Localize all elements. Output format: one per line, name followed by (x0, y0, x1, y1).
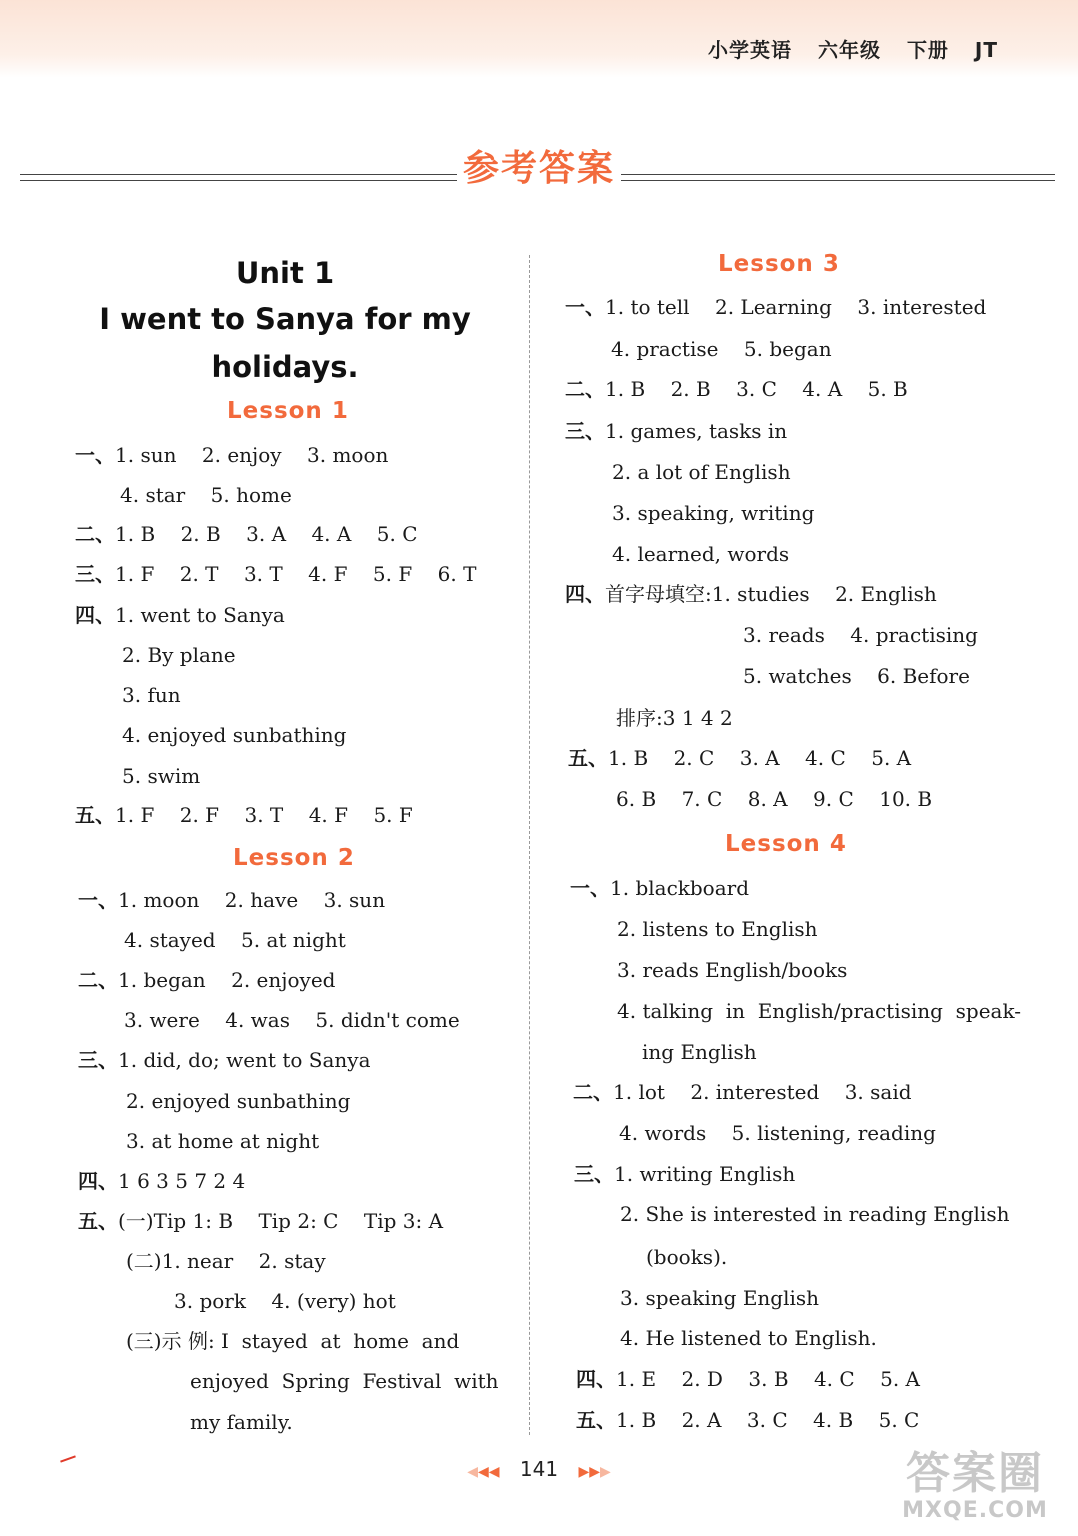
answer-line: 3. reads 4. practising (743, 623, 978, 647)
answer-line: enjoyed Spring Festival with (190, 1369, 499, 1393)
answer-line: 4. words 5. listening, reading (619, 1121, 936, 1145)
answer-line: 三、1. F 2. T 3. T 4. F 5. F 6. T (75, 562, 477, 586)
answer-line: 二、1. B 2. B 3. A 4. A 5. C (75, 522, 418, 546)
page-title: 参考答案 (0, 140, 1078, 191)
answer-line: 三、1. games, tasks in (565, 419, 788, 443)
header-info (690, 34, 998, 63)
answer-line: 2. listens to English (617, 917, 818, 941)
next-arrows-icon: ▶ (600, 1464, 611, 1480)
header-grade: 六年级 (817, 38, 881, 62)
answer-line: 四、1. went to Sanya (75, 603, 285, 627)
lesson-4-heading: Lesson 4 (725, 831, 847, 857)
page-number: 141 (519, 1457, 559, 1481)
unit-number: Unit 1 (235, 256, 335, 290)
unit-title-line: holidays. (211, 350, 359, 384)
answer-line: 三、1. writing English (574, 1162, 796, 1186)
answer-line: 排序:3 1 4 2 (616, 706, 733, 730)
answer-line: 一、1. moon 2. have 3. sun (78, 888, 386, 912)
answer-line: 5. swim (122, 764, 201, 788)
answer-line: 二、1. began 2. enjoyed (78, 968, 336, 992)
answer-line: 2. enjoyed sunbathing (126, 1089, 351, 1113)
answer-line: 五、(一)Tip 1: B Tip 2: C Tip 3: A (78, 1209, 444, 1233)
answer-line: 4. learned, words (612, 542, 790, 566)
answer-line: 一、1. blackboard (570, 876, 750, 900)
lesson-2-heading: Lesson 2 (233, 845, 355, 871)
column-divider (529, 255, 530, 1435)
answer-line: (二)1. near 2. stay (126, 1249, 326, 1273)
header-edition: JT (974, 38, 998, 62)
unit-title-line: I went to Sanya for my (99, 302, 471, 336)
answer-line: 五、1. B 2. C 3. A 4. C 5. A (568, 746, 912, 770)
answer-line: 四、1 6 3 5 7 2 4 (78, 1169, 246, 1193)
answer-line: 6. B 7. C 8. A 9. C 10. B (616, 787, 933, 811)
watermark-logo: 答案圈 MXQE.COM (902, 1448, 1048, 1523)
answer-line: 3. reads English/books (617, 958, 848, 982)
answer-line: 4. enjoyed sunbathing (122, 723, 347, 747)
answer-line: 3. speaking, writing (612, 501, 815, 525)
answer-line: 5. watches 6. Before (743, 664, 970, 688)
header-subject: 小学英语 (708, 38, 792, 62)
answer-line: my family. (190, 1410, 293, 1434)
answer-line: 3. speaking English (620, 1286, 820, 1310)
answer-line: 一、1. sun 2. enjoy 3. moon (75, 443, 389, 467)
answer-line: ing English (642, 1040, 757, 1064)
lesson-1-heading: Lesson 1 (227, 398, 349, 424)
answer-line: 四、首字母填空:1. studies 2. English (565, 582, 937, 606)
answer-line: 3. at home at night (126, 1129, 320, 1153)
lesson-3-heading: Lesson 3 (718, 251, 840, 277)
prev-arrows-icon: ◀◀ (478, 1464, 500, 1480)
answer-line: 五、1. B 2. A 3. C 4. B 5. C (576, 1408, 920, 1432)
answer-line: 2. By plane (122, 643, 236, 667)
answer-line: 3. pork 4. (very) hot (174, 1289, 396, 1313)
answer-line: 四、1. E 2. D 3. B 4. C 5. A (576, 1367, 920, 1391)
answer-line: 3. were 4. was 5. didn't come (124, 1008, 460, 1032)
answer-line: (三)示 例: I stayed at home and (126, 1329, 460, 1353)
next-arrows-icon: ▶▶ (578, 1464, 600, 1480)
answer-line: 4. talking in English/practising speak- (617, 999, 1021, 1023)
answer-line: 二、1. lot 2. interested 3. said (573, 1080, 912, 1104)
answer-line: 3. fun (122, 683, 181, 707)
answer-line: (books). (646, 1245, 728, 1269)
answer-line: 一、1. to tell 2. Learning 3. interested (565, 295, 987, 319)
answer-line: 4. stayed 5. at night (124, 928, 346, 952)
answer-line: 4. star 5. home (120, 483, 292, 507)
prev-arrows-icon: ◀ (467, 1464, 478, 1480)
answer-line: 4. practise 5. began (611, 337, 832, 361)
answer-line: 五、1. F 2. F 3. T 4. F 5. F (75, 803, 413, 827)
answer-line: 二、1. B 2. B 3. C 4. A 5. B (565, 377, 908, 401)
header-volume: 下册 (906, 38, 949, 62)
answer-line: 三、1. did, do; went to Sanya (78, 1048, 371, 1072)
answer-line: 4. He listened to English. (620, 1326, 877, 1350)
answer-line: 2. She is interested in reading English (620, 1202, 1010, 1226)
answer-line: 2. a lot of English (612, 460, 791, 484)
